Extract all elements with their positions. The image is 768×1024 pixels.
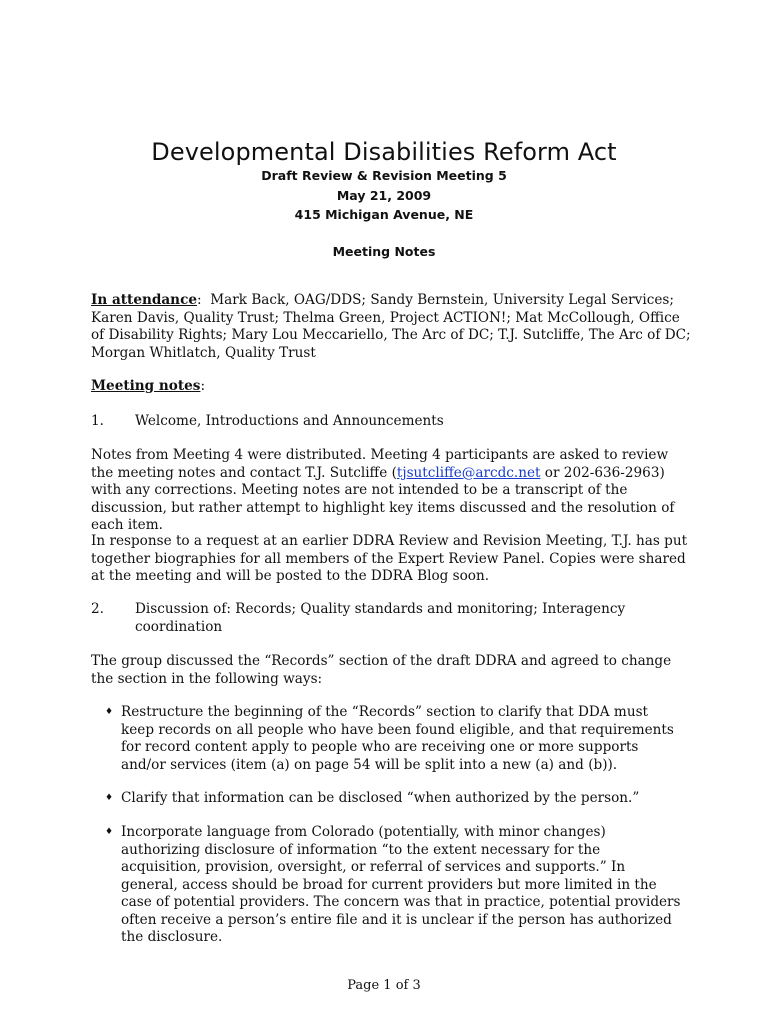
document-subtitle: Draft Review & Revision Meeting 5 (261, 168, 507, 183)
meeting-notes-colon: : (200, 378, 206, 394)
paragraph-text: or 202-636-2963) with any corrections. Meeting notes are not intended to be a transcript of the discussion, but rather attempt to highlight key items discussed and the resolution of each item. (91, 464, 675, 533)
bullet-text: Restructure the beginning of the “Records” section to clarify that DDA must keep records on all people who have been found eligible, and that requirements for record content apply to people who are receiving one or more supports and/or services (item (a) on page 54 will be split into a new (a) and (b)). (121, 704, 674, 773)
meeting-notes-label: Meeting notes (91, 378, 201, 394)
item-text: Discussion of: Records; Quality standards and monitoring; Interagency coordination (135, 601, 626, 635)
page-number: Page 1 of 3 (347, 978, 421, 993)
meeting-date: May 21, 2009 (336, 188, 432, 203)
item-number: 1. (91, 413, 104, 429)
bullet-text: Clarify that information can be disclosed “when authorized by the person.” (121, 790, 640, 806)
item-text: Welcome, Introductions and Announcements (135, 413, 444, 429)
attendance-label: In attendance (91, 292, 197, 308)
attendance-list: Mark Back, OAG/DDS; Sandy Bernstein, University Legal Services; Karen Davis, Quality Trust; Thelma Green, Project ACTION!; Mat McCollough, Office of Disability Rights; Mary Lou Meccariello, The Arc of DC; T.J. Sutcliffe, The Arc of DC; Morgan Whitlatch, Quality Trust (91, 292, 695, 361)
paragraph-meeting4-notes (91, 447, 691, 535)
meeting-notes-label-line (91, 378, 691, 396)
paragraph-biographies: In response to a request at an earlier DDRA Review and Revision Meeting, T.J. has put together biographies for all members of the Expert Review Panel. Copies were shared at the meeting and will be posted to the DDRA Blog soon. (91, 533, 688, 584)
attendance-paragraph (91, 292, 695, 362)
diamond-bullet-icon: ♦ (105, 793, 114, 803)
paragraph-text: Notes from Meeting 4 were distributed. Meeting 4 participants are asked to review the meeting notes and contact T.J. Sutcliffe ( (91, 447, 669, 481)
paragraph-records-intro: The group discussed the “Records” section of the draft DDRA and agreed to change the section in the following ways: (91, 653, 672, 687)
email-link[interactable]: tjsutcliffe@arcdc.net (396, 464, 541, 481)
meeting-address: 415 Michigan Avenue, NE (294, 207, 474, 222)
meeting-notes-heading: Meeting Notes (332, 244, 436, 259)
diamond-bullet-icon: ♦ (105, 827, 114, 837)
attendance-colon: : (197, 292, 202, 308)
item-number: 2. (91, 601, 104, 617)
document-title: Developmental Disabilities Reform Act (151, 138, 617, 166)
diamond-bullet-icon: ♦ (105, 707, 114, 717)
bullet-text: Incorporate language from Colorado (potentially, with minor changes) authorizing disclosure of information “to the extent necessary for the acquisition, provision, oversight, or referral of services and supports.” In general, access should be broad for current providers but more limited in the case of potential providers. The concern was that in practice, potential providers often receive a person’s entire file and it is unclear if the person has authorized the disclosure. (121, 824, 681, 945)
